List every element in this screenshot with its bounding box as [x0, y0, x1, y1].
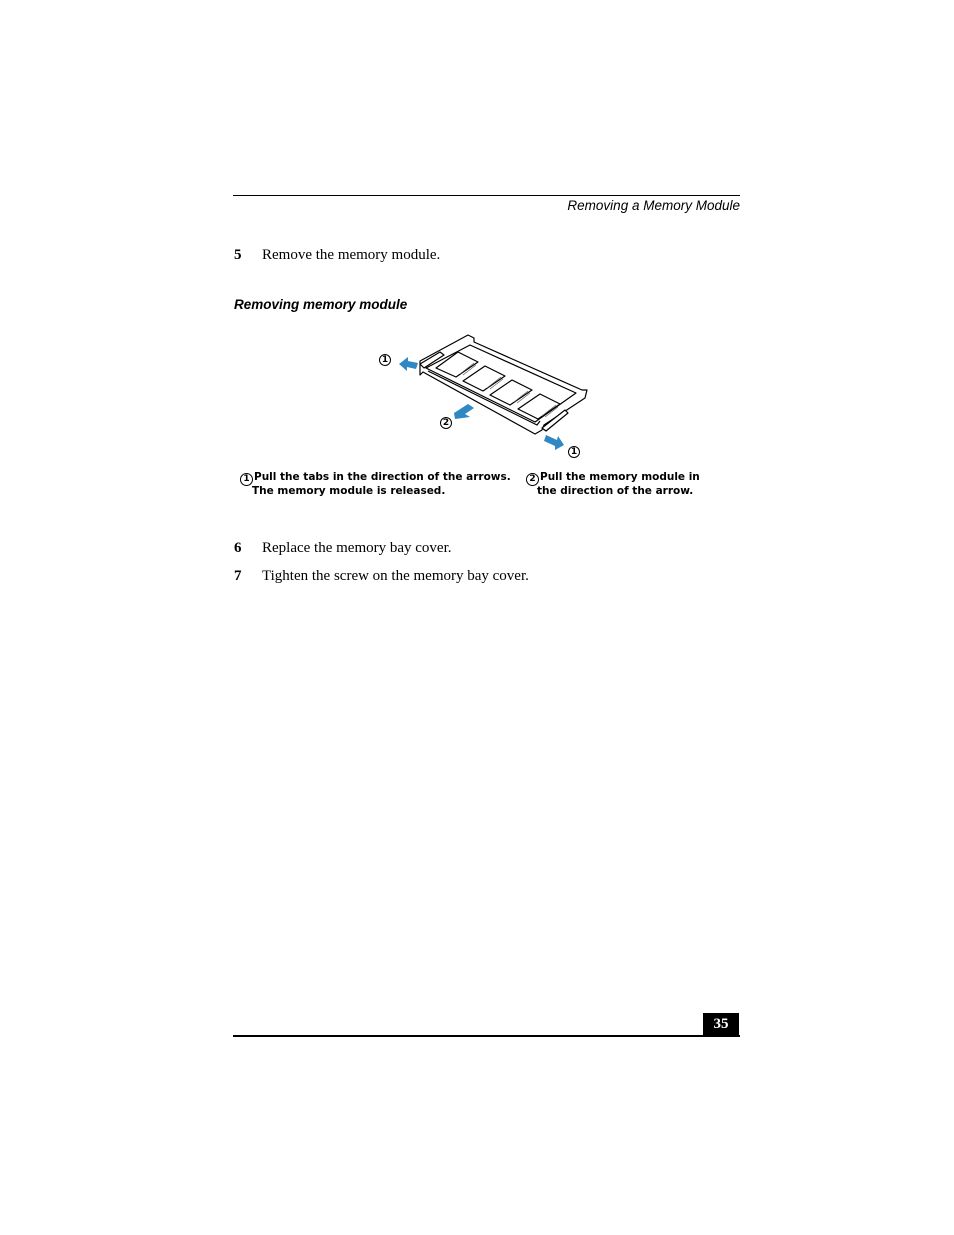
step-number: 5	[234, 247, 242, 263]
step-text: Remove the memory module.	[262, 247, 441, 263]
step-text: Replace the memory bay cover.	[262, 540, 452, 556]
figure-title: Removing memory module	[234, 297, 408, 312]
header-rule	[233, 195, 740, 196]
caption-marker: 1	[240, 473, 253, 486]
figure-label-1-right: 1	[568, 446, 580, 458]
footer-rule	[233, 1035, 740, 1037]
arrow-right-tab	[544, 435, 564, 450]
caption-line: Pull the tabs in the direction of the arrows.	[254, 471, 511, 483]
step-5	[234, 247, 440, 264]
figure-label-2: 2	[440, 417, 452, 429]
section-header-title: Removing a Memory Module	[567, 198, 740, 213]
memory-module-illustration	[370, 330, 600, 465]
caption-line: Pull the memory module in	[540, 471, 700, 483]
caption-1	[240, 472, 511, 498]
step-number: 6	[234, 540, 242, 556]
caption-2	[526, 472, 700, 498]
caption-line: The memory module is released.	[252, 485, 446, 497]
step-7	[234, 568, 529, 585]
page-number: 35	[703, 1013, 739, 1036]
step-6	[234, 540, 452, 557]
caption-marker: 2	[526, 473, 539, 486]
step-number: 7	[234, 568, 242, 584]
arrow-left-tab	[399, 357, 418, 371]
step-text: Tighten the screw on the memory bay cover.	[262, 568, 529, 584]
caption-line: the direction of the arrow.	[537, 485, 694, 497]
arrow-pull-module	[454, 404, 474, 419]
figure-label-1-left: 1	[379, 354, 391, 366]
